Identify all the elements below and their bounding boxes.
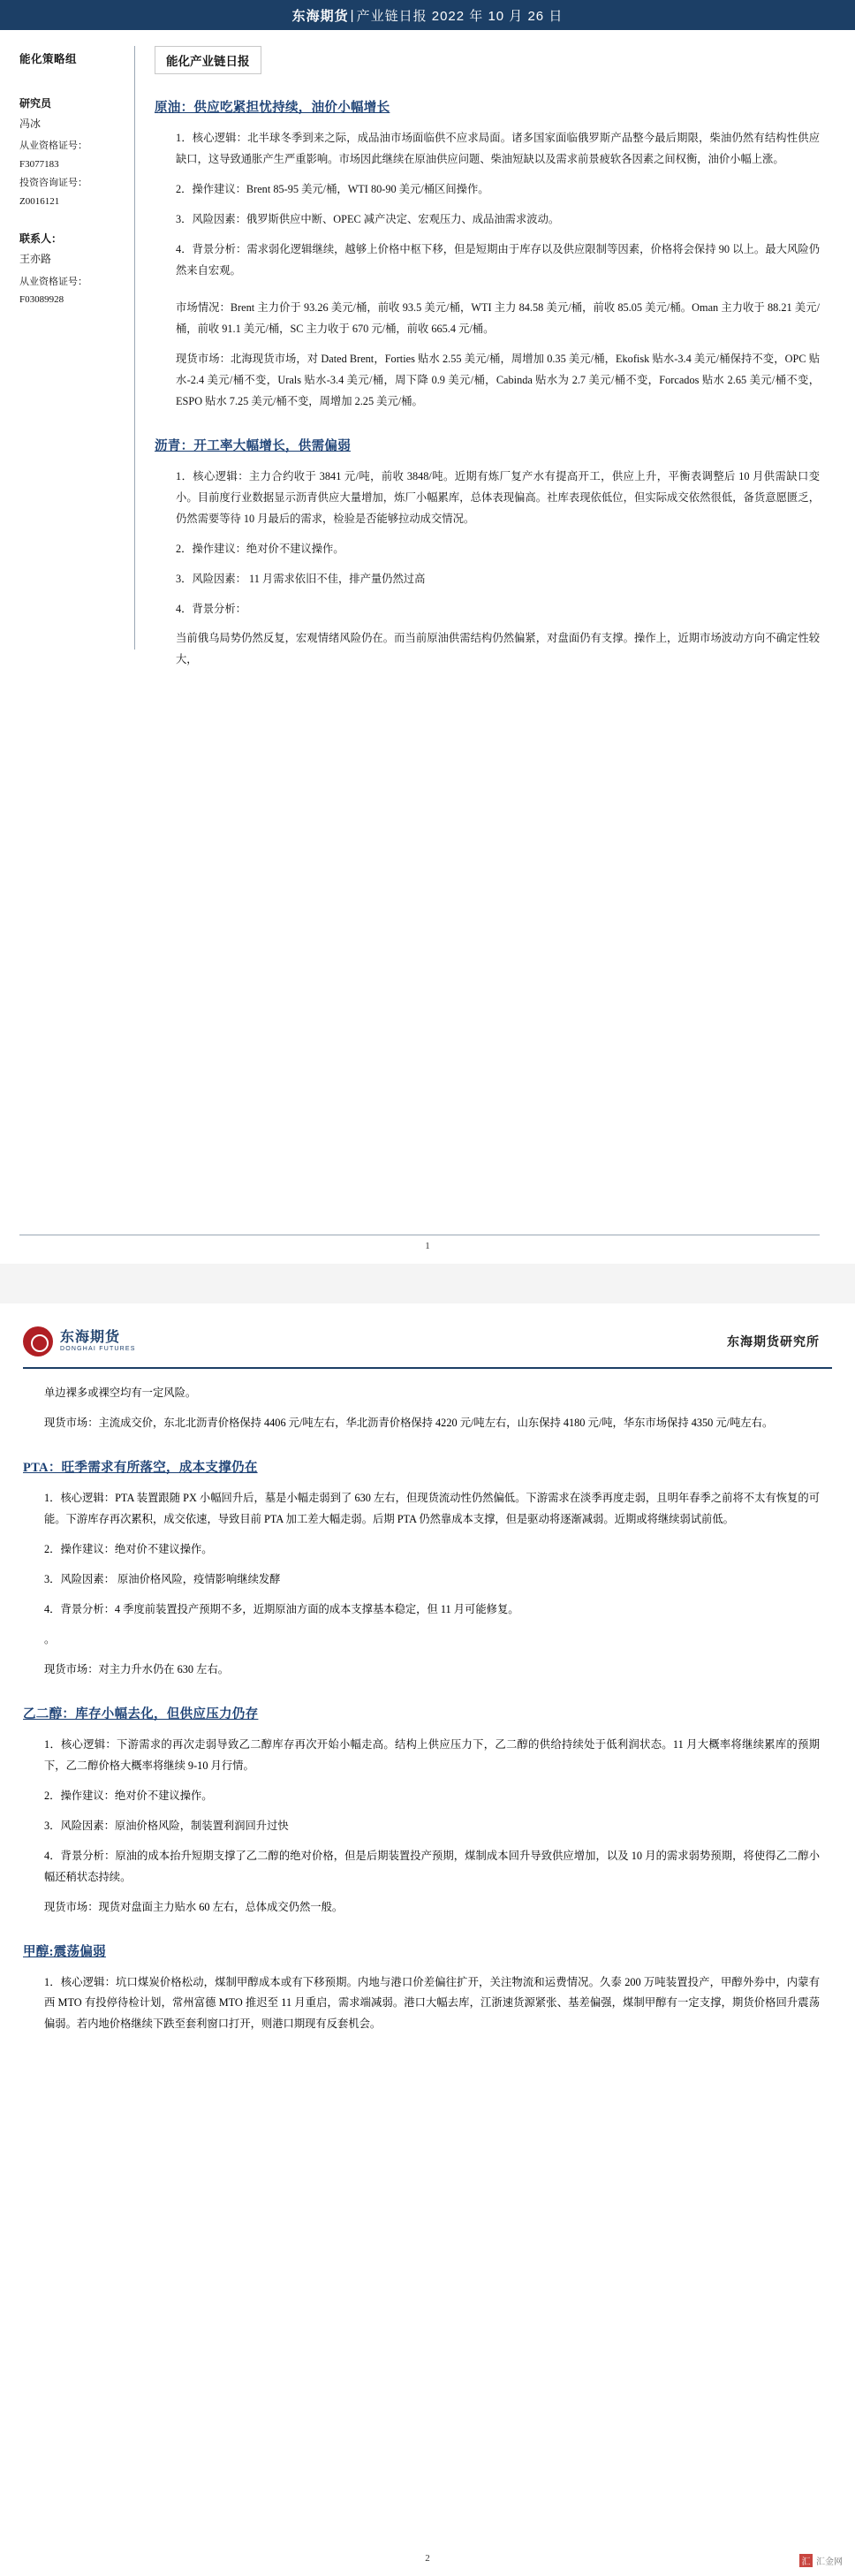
section-paragraph: 2．操作建议：绝对价不建议操作。 <box>44 1789 213 1802</box>
section-paragraph: 4．背景分析： <box>176 602 246 615</box>
page-1-number: 1 <box>425 1241 430 1251</box>
section-title-methanol: 甲醇:震荡偏弱 <box>23 1944 106 1959</box>
section-paragraph: 1．核心逻辑：PTA 装置跟随 PX 小幅回升后，墓是小幅走弱到了 630 左右，但现货流动性仍然偏低。下游需求在淡季再度走弱，且明年春季之前将不太有恢复的可能。下游库存再次累积，成交依速，导致目前 PTA 加工差大幅走弱。后期 PTA 仍然靠成本支撑，但是驱动将逐渐减弱。近期或将继续弱试前低。 <box>44 1491 820 1525</box>
header-title: 产业链日报 2022 年 10 月 26 日 <box>356 8 564 24</box>
sidebar-researcher-name: 冯冰 <box>19 117 42 130</box>
section-title-asphalt: 沥青：开工率大幅增长，供需偏弱 <box>155 438 351 453</box>
section-paragraph: 1．核心逻辑：坑口煤炭价格松动，煤制甲醇成本或有下移预期。内地与港口价差偏往扩开，关注物流和运费情况。久泰 200 万吨装置投产，甲醇外券中，内蒙有西 MTO 有投停待检计划，常州富德 MTO 推迟至 11 月重启，需求端减弱。港口大幅去库，江浙速货源紧张、基差偏强，煤制甲醇有一定支撑，期货价格回升震荡偏弱。若内地价格继续下跌至套利窗口打开，则港口期现有反套机会。 <box>44 1975 820 2031</box>
market-paragraph: 现货市场：主流成交价，东北北沥青价格保持 4406 元/吨左右，华北沥青价格保持 4220 元/吨左右，山东保持 4180 元/吨，华东市场保持 4350 元/吨左右。 <box>44 1416 774 1429</box>
page-2 <box>0 1303 855 2576</box>
section-paragraph: 1．核心逻辑：北半球冬季到来之际，成品油市场面临供不应求局面。诸多国家面临俄罗斯产品整今最后期限，柴油仍然有结构性供应缺口，这导致通胀产生严重影响。市场因此继续在原油供应问题、柴油短缺以及需求前景疲软各因素之间权衡，油价小幅上涨。 <box>176 132 820 165</box>
page-1-main <box>135 30 855 680</box>
sidebar-researcher-qualification: 从业资格证号：F3077183 <box>19 141 87 171</box>
company-logo <box>23 1326 136 1356</box>
market-paragraph: 现货市场：北海现货市场，对 Dated Brent，Forties 贴水 2.55 美元/桶，周增加 0.35 美元/桶，Ekofisk 贴水-3.4 美元/桶保持不变，OPC 贴水-2.4 美元/桶不变，Urals 贴水-3.4 美元/桶，周下降 0.9 美元/桶，Cabinda 贴水为 2.7 美元/桶不变，Forcados 贴水 2.65 美元/桶不变，ESPO 贴水 7.25 美元/桶不变，周增加 2.25 美元/桶。 <box>176 352 820 407</box>
document-title: 能化产业链日报 <box>155 46 261 74</box>
watermark-text: 汇金网 <box>816 2557 843 2567</box>
sidebar-researcher-consulting: 投资咨询证号：Z0016121 <box>19 178 87 208</box>
section-paragraph: 。 <box>44 1632 56 1645</box>
market-paragraph: 现货市场：对主力升水仍在 630 左右。 <box>44 1662 230 1676</box>
page-gap <box>0 1264 855 1303</box>
section-paragraph: 4．背景分析：4 季度前装置投产预期不多，近期原油方面的成本支撑基本稳定，但 11 月可能修复。 <box>44 1602 519 1615</box>
sidebar-contact-qualification: 从业资格证号：F03089928 <box>19 276 87 306</box>
section-title-pta: PTA：旺季需求有所落空，成本支撑仍在 <box>23 1460 258 1475</box>
section-paragraph: 当前俄乌局势仍然反复，宏观情绪风险仍在。而当前原油供需结构仍然偏紧，对盘面仍有支撑。操作上，近期市场波动方向不确定性较大， <box>176 632 820 666</box>
section-paragraph: 1．核心逻辑：下游需求的再次走弱导致乙二醇库存再次开始小幅走高。结构上供应压力下，乙二醇的供给持续处于低利润状态。11 月大概率将继续累库的预期下，乙二醇价格大概率将继续 9-10 月行情。 <box>44 1737 820 1772</box>
header-brand: 东海期货 <box>291 8 349 24</box>
section-paragraph: 3．风险因素：原油价格风险，制装置利润回升过快 <box>44 1819 289 1832</box>
logo-text <box>60 1330 136 1352</box>
section-paragraph: 1．核心逻辑：主力合约收于 3841 元/吨，前收 3848/吨。近期有炼厂复产水有提高开工，供应上升，平衡表调整后 10 月供需缺口变小。目前度行业数据显示沥青供应大量增加，炼厂小幅累库，总体表现偏高。社库表现依低位，但实际成交依然很低，备货意愿匮乏，仍然需要等待 10 月最后的需求，检验是否能够拉动成交情况。 <box>176 469 820 525</box>
page-1-content <box>0 30 855 680</box>
page-2-main <box>0 1369 855 2035</box>
logo-circle-icon <box>23 1326 53 1356</box>
sidebar-contact-block <box>19 229 125 309</box>
section-paragraph: 4．背景分析：原油的成本抬升短期支撑了乙二醇的绝对价格，但是后期装置投产预期，煤制成本回升导致供应增加，以及 10 月的需求弱势预期，将使得乙二醇小幅还稍状态持续。 <box>44 1849 820 1883</box>
section-paragraph: 3．风险因素： 原油价格风险，疫情影响继续发酵 <box>44 1572 281 1585</box>
sidebar-contact-label: 联系人： <box>19 232 63 245</box>
sidebar-researcher-block <box>19 94 125 211</box>
page-header-bar <box>0 0 855 30</box>
continued-paragraph: 单边裸多或裸空均有一定风险。 <box>44 1387 197 1399</box>
watermark-mark-icon: 汇 <box>799 2554 813 2567</box>
logo-english-name: DONGHAI FUTURES <box>60 1345 136 1352</box>
sidebar-researcher-label: 研究员 <box>19 96 52 110</box>
section-paragraph: 4．背景分析：需求弱化逻辑继续，越够上价格中枢下移，但是短期由于库存以及供应限制等因素，价格将会保持 90 以上。最大风险仍然来自宏观。 <box>176 242 820 277</box>
watermark-logo <box>799 2554 843 2567</box>
section-title-crude-oil: 原油：供应吃紧担忧持续，油价小幅增长 <box>155 101 390 115</box>
section-paragraph: 2．操作建议：Brent 85-95 美元/桶，WTI 80-90 美元/桶区间操作。 <box>176 182 489 195</box>
market-info-crude-oil <box>155 298 820 413</box>
section-title-meg: 乙二醇：库存小幅去化，但供应压力仍存 <box>23 1706 259 1721</box>
institute-name: 东海期货研究所 <box>727 1336 820 1349</box>
page-2-number: 2 <box>425 2553 430 2564</box>
header-separator: | <box>350 7 355 23</box>
market-paragraph: 现货市场：现货对盘面主力贴水 60 左右，总体成交仍然一般。 <box>44 1900 344 1913</box>
section-paragraph: 2．操作建议：绝对价不建议操作。 <box>176 542 344 555</box>
market-paragraph: 市场情况：Brent 主力价于 93.26 美元/桶，前收 93.5 美元/桶，WTI 主力 84.58 美元/桶，前收 85.05 美元/桶。Oman 主力收于 88.21 美元/桶，前收 91.1 美元/桶，SC 主力收于 670 元/桶，前收 665.4 元/桶。 <box>176 300 820 335</box>
sidebar-contact-name: 王亦路 <box>19 252 52 265</box>
sidebar-group-title: 能化策略组 <box>19 53 78 65</box>
page-2-header <box>0 1303 855 1364</box>
section-paragraph: 3．风险因素： 11 月需求依旧不佳，排产量仍然过高 <box>176 572 426 585</box>
section-paragraph: 3．风险因素：俄罗斯供应中断、OPEC 减产决定、宏观压力、成品油需求波动。 <box>176 212 560 225</box>
sidebar <box>0 30 134 680</box>
page-1 <box>0 0 855 1264</box>
section-paragraph: 2．操作建议：绝对价不建议操作。 <box>44 1542 213 1555</box>
logo-chinese-name: 东海期货 <box>60 1330 121 1346</box>
